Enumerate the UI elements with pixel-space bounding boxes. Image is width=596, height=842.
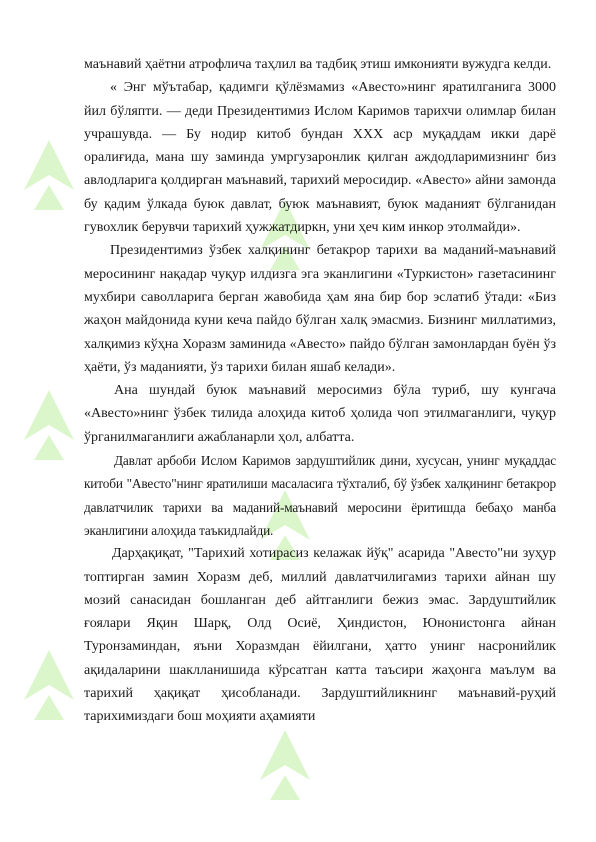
leaf-logo-icon xyxy=(260,730,310,800)
paragraph: Ана шундай буюк маънавий меросимиз бўла туриб, шу кунгача «Авесто»нинг ўзбек тилида алоҳида китоб ҳолида чоп этилмаганлиги, чуқур ўрганилмаганлиги ажабланарли ҳол, албатта. xyxy=(84,383,556,445)
leaf-logo-icon xyxy=(24,140,74,210)
paragraph: маънавий ҳаётни атрофлича таҳлил ва тадбиқ этиш имконияти вужудга келди. xyxy=(84,57,552,72)
leaf-logo-icon xyxy=(24,390,74,460)
leaf-logo-icon xyxy=(24,650,74,720)
paragraph: Дарҳақиқат, "Тарихий хотирасиз келажак йўқ" асарида "Авесто"ни зуҳур топтирган замин Хоразм деб, миллий давлатчилигамиз тарихи айнан шу мозий санасидан бошланган деб айтганлиги бежиз эмас. Зардуштийлик ғоялари Яқин Шарқ, Олд Осиё, Ҳиндистон, Юнонистонга айнан Туронзаминдан, яъни Хоразмдан ёйилгани, ҳатто унинг насронийлик ақидаларини шаклланишида кўрсатган катта таъсири жаҳонга маълум ва тарихий ҳақиқат ҳисобланади. Зардуштийликнинг маънавий-руҳий тарихимиздаги бош моҳияти аҳамияти xyxy=(84,546,556,725)
paragraph: Давлат арбоби Ислом Каримов зардуштийлик дини, хусусан, унинг муқаддас китоби "Авесто"нинг яратилиши масаласига тўхталиб, бў ўзбек халқининг бетакрор давлатчилик тарихи ва маданий-маънавий меросини ёритишда бебаҳо манба эканлигини алоҳида таъкидлайди. xyxy=(84,453,556,538)
document-body xyxy=(84,53,556,729)
watermark-left xyxy=(14,60,84,830)
paragraph: Президентимиз ўзбек халқининг бетакрор тарихи ва маданий-маънавий меросининг нақадар чуқур илдизга эга эканлигини «Туркистон» газетасининг мухбири саволларига берган жавобида ҳам яна бир бор эслатиб ўтади: «Биз жаҳон майдонида куни кеча пайдо бўлган халқ эмасмиз. Бизнинг миллатимиз, халқимиз кўҳна Хоразм заминида «Авесто» пайдо бўлган замонлардан буён ўз ҳаёти, ўз маданияти, ўз тарихи билан яшаб келади». xyxy=(84,243,556,375)
paragraph: « Энг мўътабар, қадимги қўлёзмамиз «Авесто»нинг яратилганига 3000 йил бўляпти. — деди Президентимиз Ислом Каримов тарихчи олимлар билан учрашувда. — Бу нодир китоб бундан XXX аср муқаддам икки дарё оралиғида, мана шу заминда умргузаронлик қилган аждодларимизнинг биз авлодларига қолдирган маънавий, тарихий меросидир. «Авесто» айни замонда бу қадим ўлкада буюк давлат, буюк маънавият, буюк маданият бўлганидан гувохлик берувчи тарихий ҳужжатдиркн, уни ҳеч ким инкор этолмайди». xyxy=(84,80,556,236)
